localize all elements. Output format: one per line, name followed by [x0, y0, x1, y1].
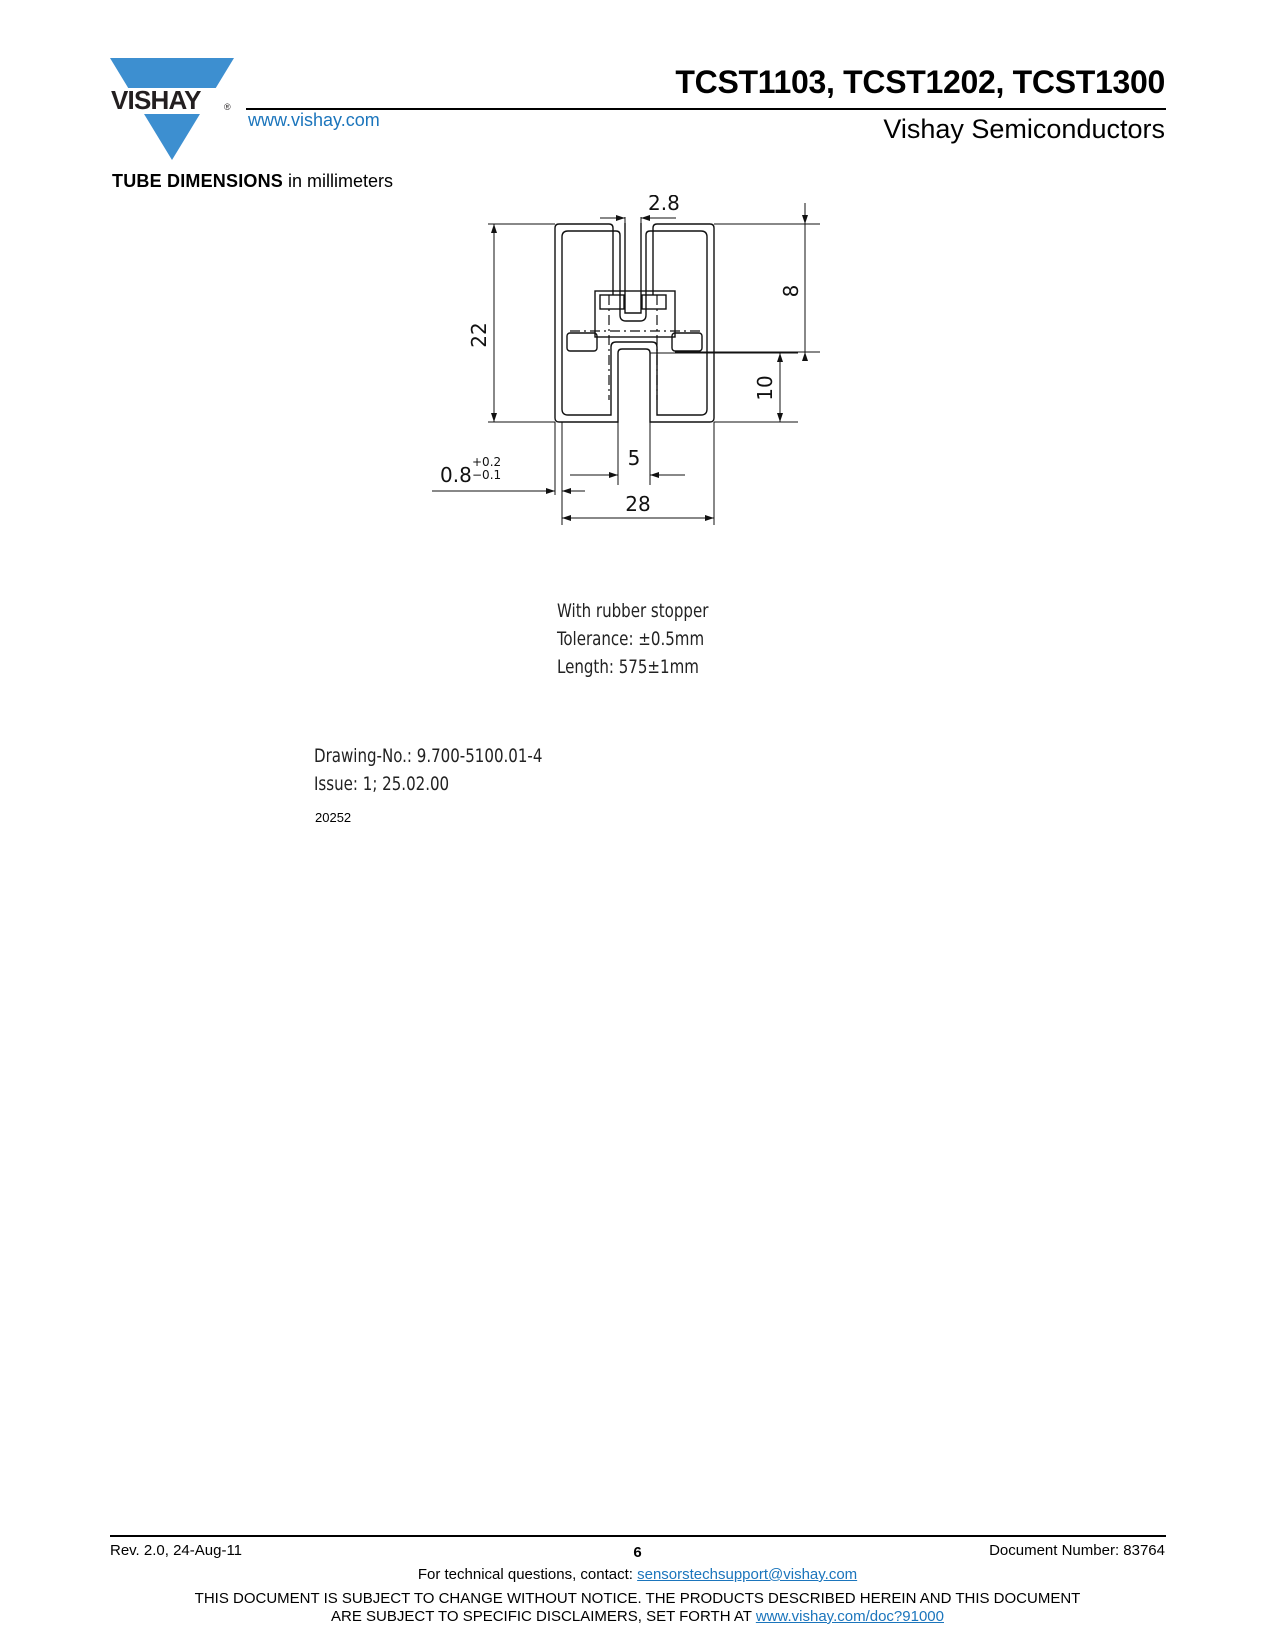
section-heading: [112, 171, 393, 192]
dim-label-slot: 5: [627, 446, 641, 470]
tube-dimension-drawing: [420, 195, 840, 570]
section-heading-units: in millimeters: [283, 171, 394, 191]
disclaimer-line-1: THIS DOCUMENT IS SUBJECT TO CHANGE WITHOUT NOTICE. THE PRODUCTS DESCRIBED HEREIN AND THIS DOCUMENT: [194, 1590, 1081, 1607]
document-number: Document Number: 83764: [989, 1542, 1165, 1559]
header-divider: [246, 108, 1166, 110]
note-length: Length: 575±1mm: [557, 656, 699, 678]
page-title: TCST1103, TCST1202, TCST1300: [675, 64, 1165, 100]
logo-text: VISHAY: [111, 85, 201, 115]
disclaimer-prefix: ARE SUBJECT TO SPECIFIC DISCLAIMERS, SET FORTH AT: [331, 1608, 756, 1625]
website-link[interactable]: www.vishay.com: [248, 110, 380, 130]
drawing-issue: Issue: 1; 25.02.00: [314, 773, 450, 795]
section-heading-bold: TUBE DIMENSIONS: [112, 171, 284, 191]
dim-label-lower: 10: [753, 375, 777, 401]
contact-email-link[interactable]: sensorstechsupport@vishay.com: [637, 1566, 858, 1583]
contact-prefix: For technical questions, contact:: [417, 1566, 638, 1583]
dim-label-wall: 0.8: [440, 463, 472, 487]
tube-outline: [555, 223, 714, 422]
revision-info: Rev. 2.0, 24-Aug-11: [110, 1542, 243, 1559]
registered-mark: ®: [224, 102, 231, 112]
centerlines: [570, 295, 700, 400]
disclaimer-line-2: [0, 1608, 1275, 1625]
dim-label-upper: 8: [779, 284, 803, 298]
vishay-logo: [110, 58, 234, 160]
figure-number: 20252: [315, 810, 352, 825]
contact-line: [0, 1566, 1275, 1583]
dim-label-height: 22: [467, 322, 491, 348]
dim-label-wall-tol-plus: +0.2: [472, 455, 502, 469]
page-subtitle: Vishay Semiconductors: [883, 114, 1165, 144]
dim-label-wall-tol-minus: −0.1: [472, 468, 502, 482]
page-number: 6: [633, 1544, 642, 1561]
drawing-number: Drawing-No.: 9.700-5100.01-4: [314, 745, 543, 767]
footer-divider: [110, 1535, 1166, 1537]
note-tolerance: Tolerance: ±0.5mm: [557, 628, 705, 650]
note-rubber-stopper: With rubber stopper: [557, 600, 709, 622]
dim-label-slot-width: 2.8: [648, 195, 680, 215]
dim-label-width: 28: [625, 492, 651, 516]
disclaimer-link[interactable]: www.vishay.com/doc?91000: [755, 1608, 944, 1625]
